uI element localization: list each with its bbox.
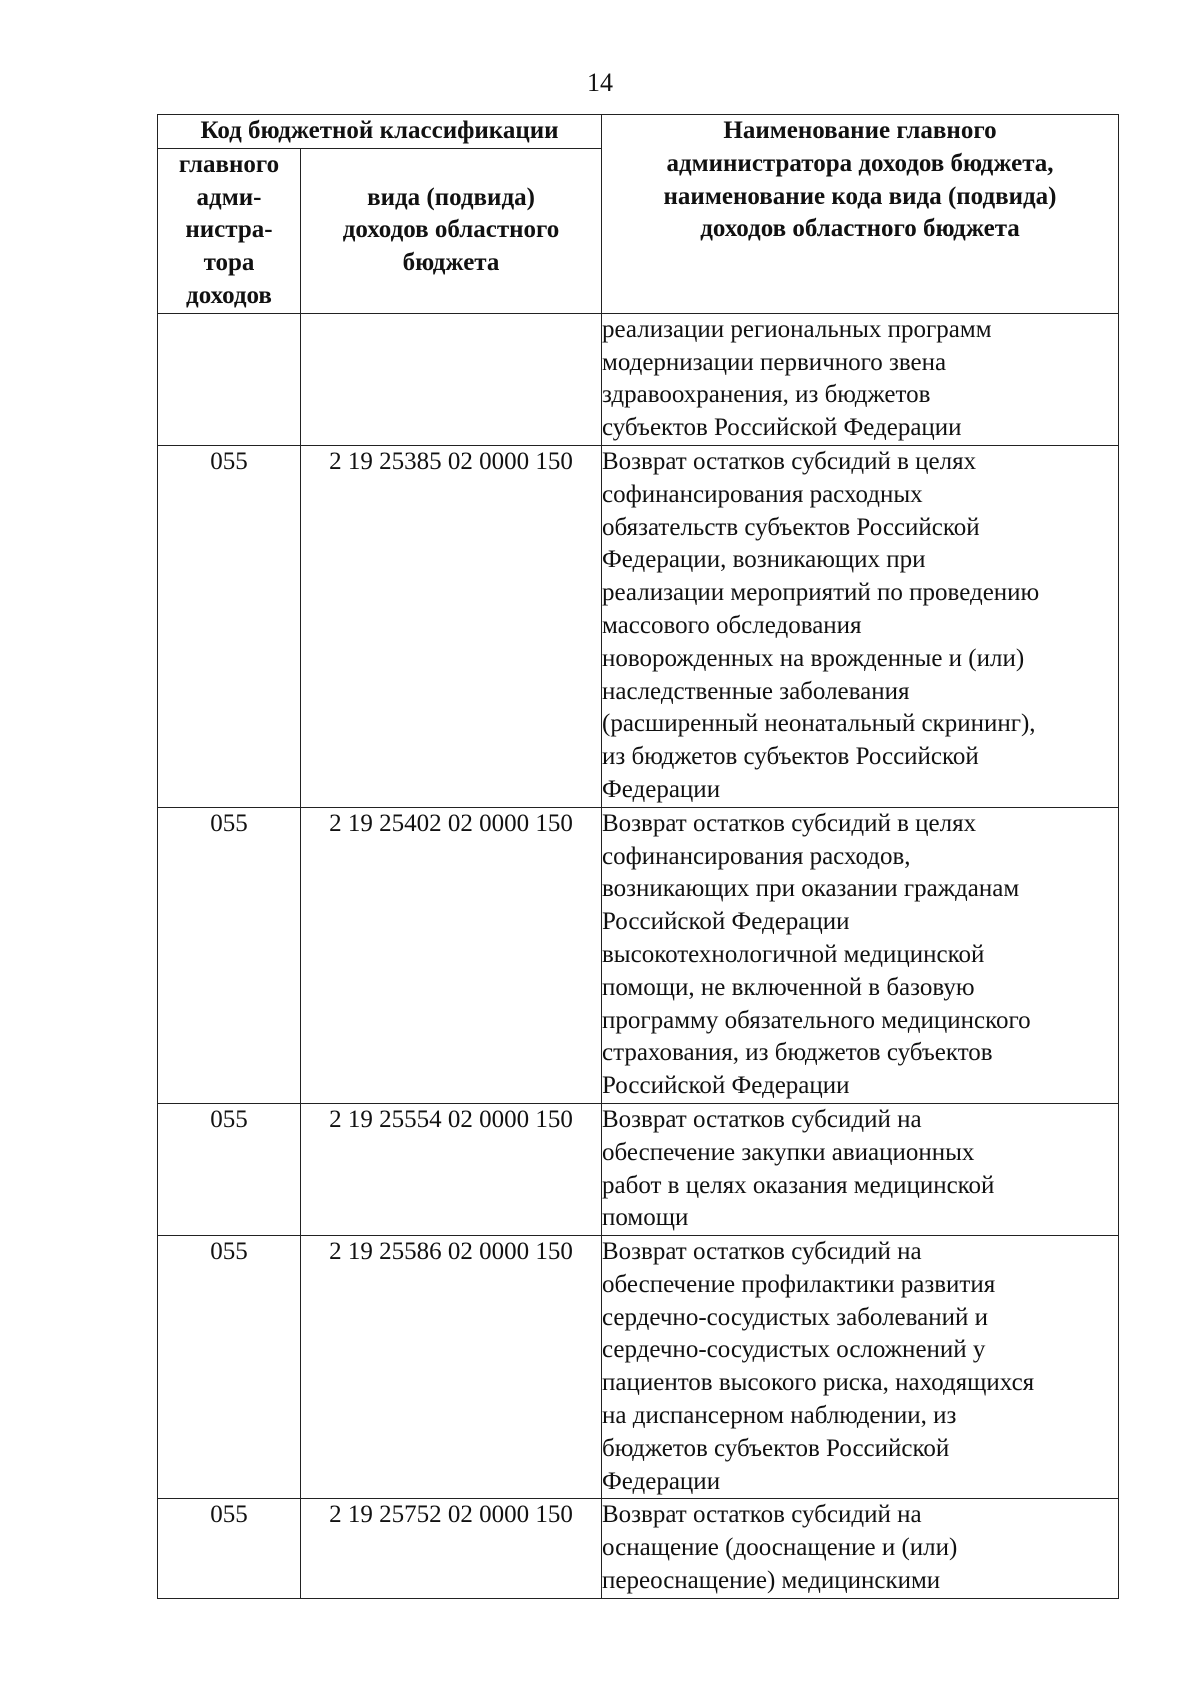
description-cell — [602, 1103, 1119, 1235]
description-line: сердечно-сосудистых заболеваний и — [602, 1303, 988, 1331]
header-name-line: администратора доходов бюджета, — [666, 149, 1054, 177]
income-code-cell: 2 19 25752 02 0000 150 — [301, 1499, 602, 1598]
table-row — [158, 445, 1119, 807]
header-name-line: наименование кода вида (подвида) — [663, 182, 1057, 210]
description-cell — [602, 1236, 1119, 1499]
admin-code-cell: 055 — [158, 807, 301, 1103]
admin-code-cell: 055 — [158, 1103, 301, 1235]
description-cell — [602, 1499, 1119, 1598]
header-code-line: бюджета — [402, 249, 500, 277]
description-line: Возврат остатков субсидий на — [602, 1105, 922, 1133]
description-line: Федерации — [602, 775, 721, 803]
description-line: Федерации — [602, 1467, 721, 1495]
header-code-line: вида (подвида) — [367, 183, 535, 211]
description-line: Возврат остатков субсидий на — [602, 1238, 922, 1266]
description-line: работ в целях оказания медицинской — [602, 1171, 995, 1199]
description-line: оснащение (дооснащение и (или) — [602, 1534, 958, 1562]
table-row — [158, 1499, 1119, 1598]
header-admin-line: нистра- — [185, 216, 273, 244]
description-line: сердечно-сосудистых осложнений у — [602, 1336, 986, 1364]
description-line: (расширенный неонатальный скрининг), — [602, 710, 1036, 738]
description-line: возникающих при оказании гражданам — [602, 875, 1020, 903]
header-name-column — [602, 115, 1119, 314]
header-code-line: доходов областного — [342, 216, 560, 244]
table-row — [158, 313, 1119, 445]
description-line: Возврат остатков субсидий в целях — [602, 447, 977, 475]
table-row — [158, 807, 1119, 1103]
header-admin-line: тора — [203, 249, 255, 277]
admin-code-cell — [158, 313, 301, 445]
description-cell — [602, 807, 1119, 1103]
admin-code-cell: 055 — [158, 1499, 301, 1598]
description-line: на диспансерном наблюдении, из — [602, 1402, 957, 1430]
description-line: Федерации, возникающих при — [602, 546, 926, 574]
budget-classification-table — [157, 114, 1119, 1599]
table-row — [158, 1236, 1119, 1499]
table-body — [158, 313, 1119, 1598]
admin-code-cell: 055 — [158, 445, 301, 807]
header-row-group — [158, 115, 1119, 149]
header-budget-classification-code: Код бюджетной классификации — [158, 115, 602, 149]
description-line: пациентов высокого риска, находящихся — [602, 1369, 1035, 1397]
description-line: обеспечение закупки авиационных — [602, 1138, 975, 1166]
income-code-cell — [301, 313, 602, 445]
page-number: 14 — [587, 68, 613, 97]
description-line: софинансирования расходов, — [602, 842, 911, 870]
description-line: Российской Федерации — [602, 908, 850, 936]
header-admin-line: доходов — [186, 281, 272, 309]
description-line: здравоохранения, из бюджетов — [602, 381, 931, 409]
description-line: софинансирования расходных — [602, 480, 923, 508]
description-line: высокотехнологичной медицинской — [602, 940, 985, 968]
description-line: страхования, из бюджетов субъектов — [602, 1039, 993, 1067]
income-code-cell: 2 19 25586 02 0000 150 — [301, 1236, 602, 1499]
description-line: программу обязательного медицинского — [602, 1006, 1031, 1034]
income-code-cell: 2 19 25402 02 0000 150 — [301, 807, 602, 1103]
description-line: Возврат остатков субсидий в целях — [602, 809, 977, 837]
description-cell — [602, 445, 1119, 807]
description-line: помощи — [602, 1204, 689, 1232]
description-line: массового обследования — [602, 611, 862, 639]
header-name-line: Наименование главного — [723, 117, 997, 144]
description-line: модернизации первичного звена — [602, 348, 947, 376]
header-admin-line: главного — [178, 150, 280, 178]
description-line: субъектов Российской Федерации — [602, 414, 962, 442]
header-code-column — [301, 148, 602, 313]
description-line: помощи, не включенной в базовую — [602, 973, 975, 1001]
income-code-cell: 2 19 25554 02 0000 150 — [301, 1103, 602, 1235]
description-line: обязательств субъектов Российской — [602, 513, 980, 541]
description-line: бюджетов субъектов Российской — [602, 1434, 950, 1462]
table-row — [158, 1103, 1119, 1235]
description-cell — [602, 313, 1119, 445]
description-line: наследственные заболевания — [602, 677, 910, 705]
header-name-line: доходов областного бюджета — [700, 215, 1020, 243]
description-line: обеспечение профилактики развития — [602, 1270, 996, 1298]
description-line: реализации региональных программ — [602, 315, 992, 343]
header-admin-line: адми- — [196, 183, 262, 211]
description-line: из бюджетов субъектов Российской — [602, 743, 979, 771]
description-line: Российской Федерации — [602, 1072, 850, 1100]
admin-code-cell: 055 — [158, 1236, 301, 1499]
description-line: Возврат остатков субсидий на — [602, 1501, 922, 1529]
description-line: новорожденных на врожденные и (или) — [602, 644, 1025, 672]
description-line: реализации мероприятий по проведению — [602, 579, 1040, 607]
description-line: переоснащение) медицинскими — [602, 1567, 941, 1595]
header-admin-column — [158, 148, 301, 313]
income-code-cell: 2 19 25385 02 0000 150 — [301, 445, 602, 807]
